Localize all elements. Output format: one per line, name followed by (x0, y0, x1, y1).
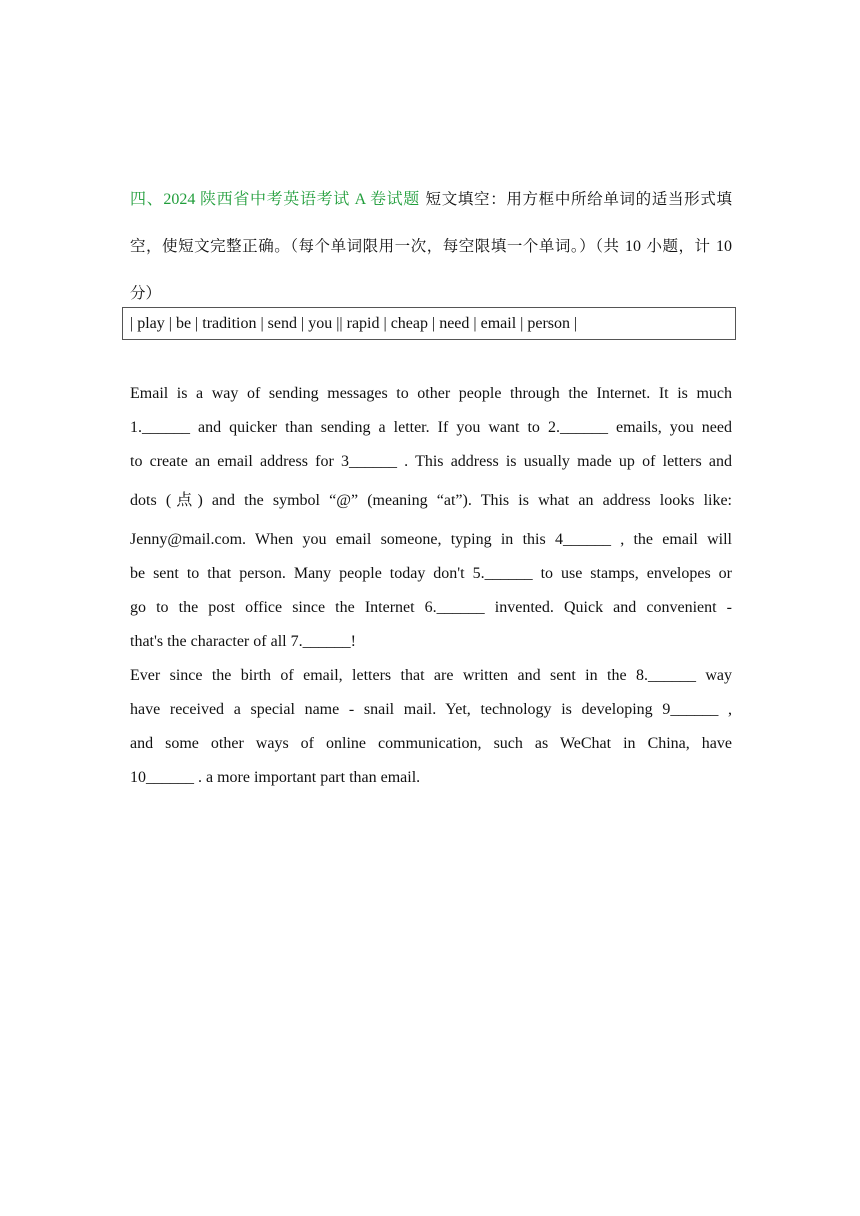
word-bank-box (122, 307, 736, 340)
passage-line: dots (点) and the symbol “@” (meaning “at”). This is what an address looks like: (130, 492, 732, 509)
instruction-text-2: 小题，计 (641, 237, 717, 255)
passage-line: Jenny@mail.com. When you email someone, typing in this 4______ , the email will (130, 531, 732, 548)
passage-line: 10______ . a more important part than email. (130, 769, 421, 786)
passage-line: Email is a way of sending messages to other people through the Internet. It is much (130, 385, 732, 402)
instruction-text-1: 短文填空：用方框中所给单词的适当形式填空，使短文完整正确。（每个单词限用一次，每空限填一个单词。）（共 (130, 190, 732, 255)
passage-line: that's the character of all 7.______! (130, 633, 356, 650)
instruction-text-3: 分） (130, 284, 162, 302)
question-count: 10 (625, 238, 641, 255)
passage-line: 1.______ and quicker than sending a letter. If you want to 2.______ emails, you need (130, 419, 732, 436)
passage-line: and some other ways of online communication, such as WeChat in China, have (130, 735, 732, 752)
score-value: 10 (716, 238, 733, 255)
passage-line: have received a special name - snail mail. Yet, technology is developing 9______ , (130, 701, 732, 718)
passage-line: Ever since the birth of email, letters that are written and sent in the 8.______ way (130, 667, 732, 684)
passage (130, 377, 732, 795)
paragraph-1 (130, 377, 732, 659)
section-title: 四、2024 陕西省中考英语考试 A 卷试题 (130, 191, 420, 208)
paragraph-2 (130, 659, 732, 795)
passage-line: be sent to that person. Many people today don't 5.______ to use stamps, envelopes or (130, 565, 732, 582)
passage-line: to create an email address for 3______ . This address is usually made up of letters and (130, 453, 732, 470)
passage-line: go to the post office since the Internet 6.______ invented. Quick and convenient - (130, 599, 732, 616)
word-bank-text: | play | be | tradition | send | you || rapid | cheap | need | email | person | (130, 315, 578, 332)
question-heading (130, 176, 732, 317)
